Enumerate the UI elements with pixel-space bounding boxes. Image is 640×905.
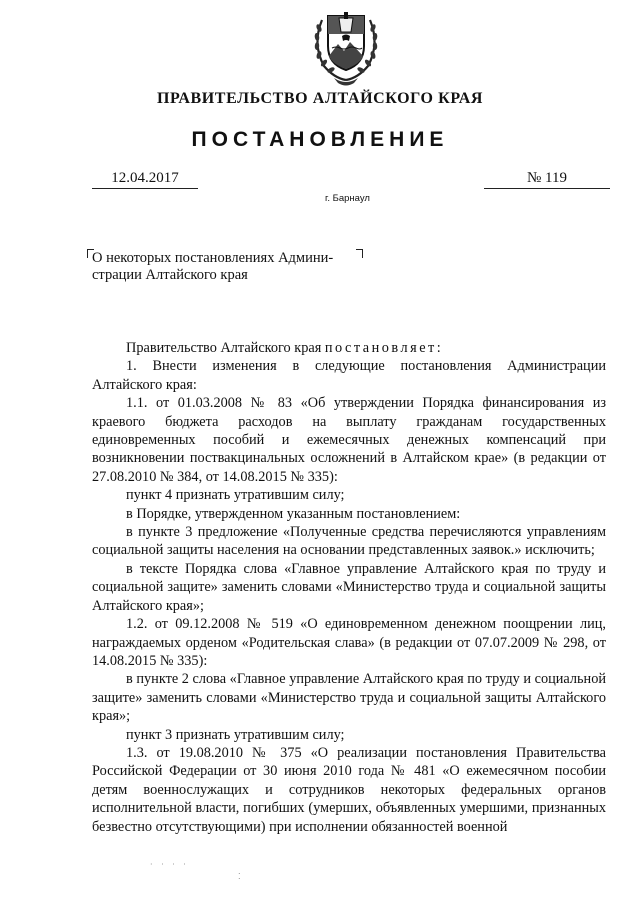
preamble: [92, 339, 606, 357]
scan-artifact: ⁚: [238, 872, 241, 881]
city-name: г. Барнаул: [325, 193, 370, 204]
paragraph: в Порядке, утвержденном указанным постановлением:: [126, 505, 461, 522]
subject-line-1: О некоторых постановлениях Админи-: [92, 250, 334, 266]
paragraph: 1.3. от 19.08.2010 № 375 «О реализации постановления Правительства Российской Федерации от 30 июня 2010 года № 481 «О ежемесячном пособии детям военнослужащих и сотрудников некоторых федеральных органов исполнительной власти, погибших (умерших, объявленных умершими, признанных безвестно отсутствующими) при исполнении обязанностей военной: [92, 744, 606, 835]
document-number: № 119: [484, 170, 610, 189]
organization-name: ПРАВИТЕЛЬСТВО АЛТАЙСКОГО КРАЯ: [156, 90, 484, 107]
document-date: 12.04.2017: [92, 170, 198, 189]
document-type: ПОСТАНОВЛЕНИЕ: [191, 128, 449, 151]
preamble-verb: постановляет:: [324, 340, 444, 356]
document-body: [92, 339, 606, 836]
preamble-text: Правительство Алтайского края: [126, 340, 325, 356]
document-subject: [92, 250, 362, 284]
scan-artifact: · · · ·: [150, 860, 189, 869]
paragraph: в пункте 3 предложение «Полученные средства перечисляются управлениям социальной защиты населения на основании представленных заявок.» исключить;: [92, 524, 606, 559]
paragraph: пункт 4 признать утратившим силу;: [126, 487, 345, 504]
subject-line-2: страции Алтайского края: [92, 267, 248, 283]
paragraph: пункт 3 признать утратившим силу;: [126, 726, 345, 743]
paragraph: 1.1. от 01.03.2008 № 83 «Об утверждении Порядка финансирования из краевого бюджета расходов на выплату гражданам государственных единовременных пособий и ежемесячных денежных компенсаций при возникновении поствакцинальных осложнений в Алтайском крае» (в редакции от 27.08.2010 № 384, от 14.08.2015 № 335):: [92, 395, 606, 485]
coat-of-arms-icon: [308, 4, 384, 86]
paragraph: в тексте Порядка слова «Главное управление Алтайского края по труду и социальной защите» заменить словами «Министерство труда и социальной защиты Алтайского края»;: [92, 560, 606, 614]
paragraph: 1. Внести изменения в следующие постановления Администрации Алтайского края:: [92, 358, 606, 393]
paragraph: 1.2. от 09.12.2008 № 519 «О единовременном денежном поощрении лиц, награждаемых орденом «Родительская слава» (в редакции от 07.07.2009 № 298, от 14.08.2015 № 335):: [92, 616, 606, 669]
paragraph: в пункте 2 слова «Главное управление Алтайского края по труду и социальной защите» заменить словами «Министерство труда и социальной защиты Алтайского края»;: [92, 671, 606, 725]
